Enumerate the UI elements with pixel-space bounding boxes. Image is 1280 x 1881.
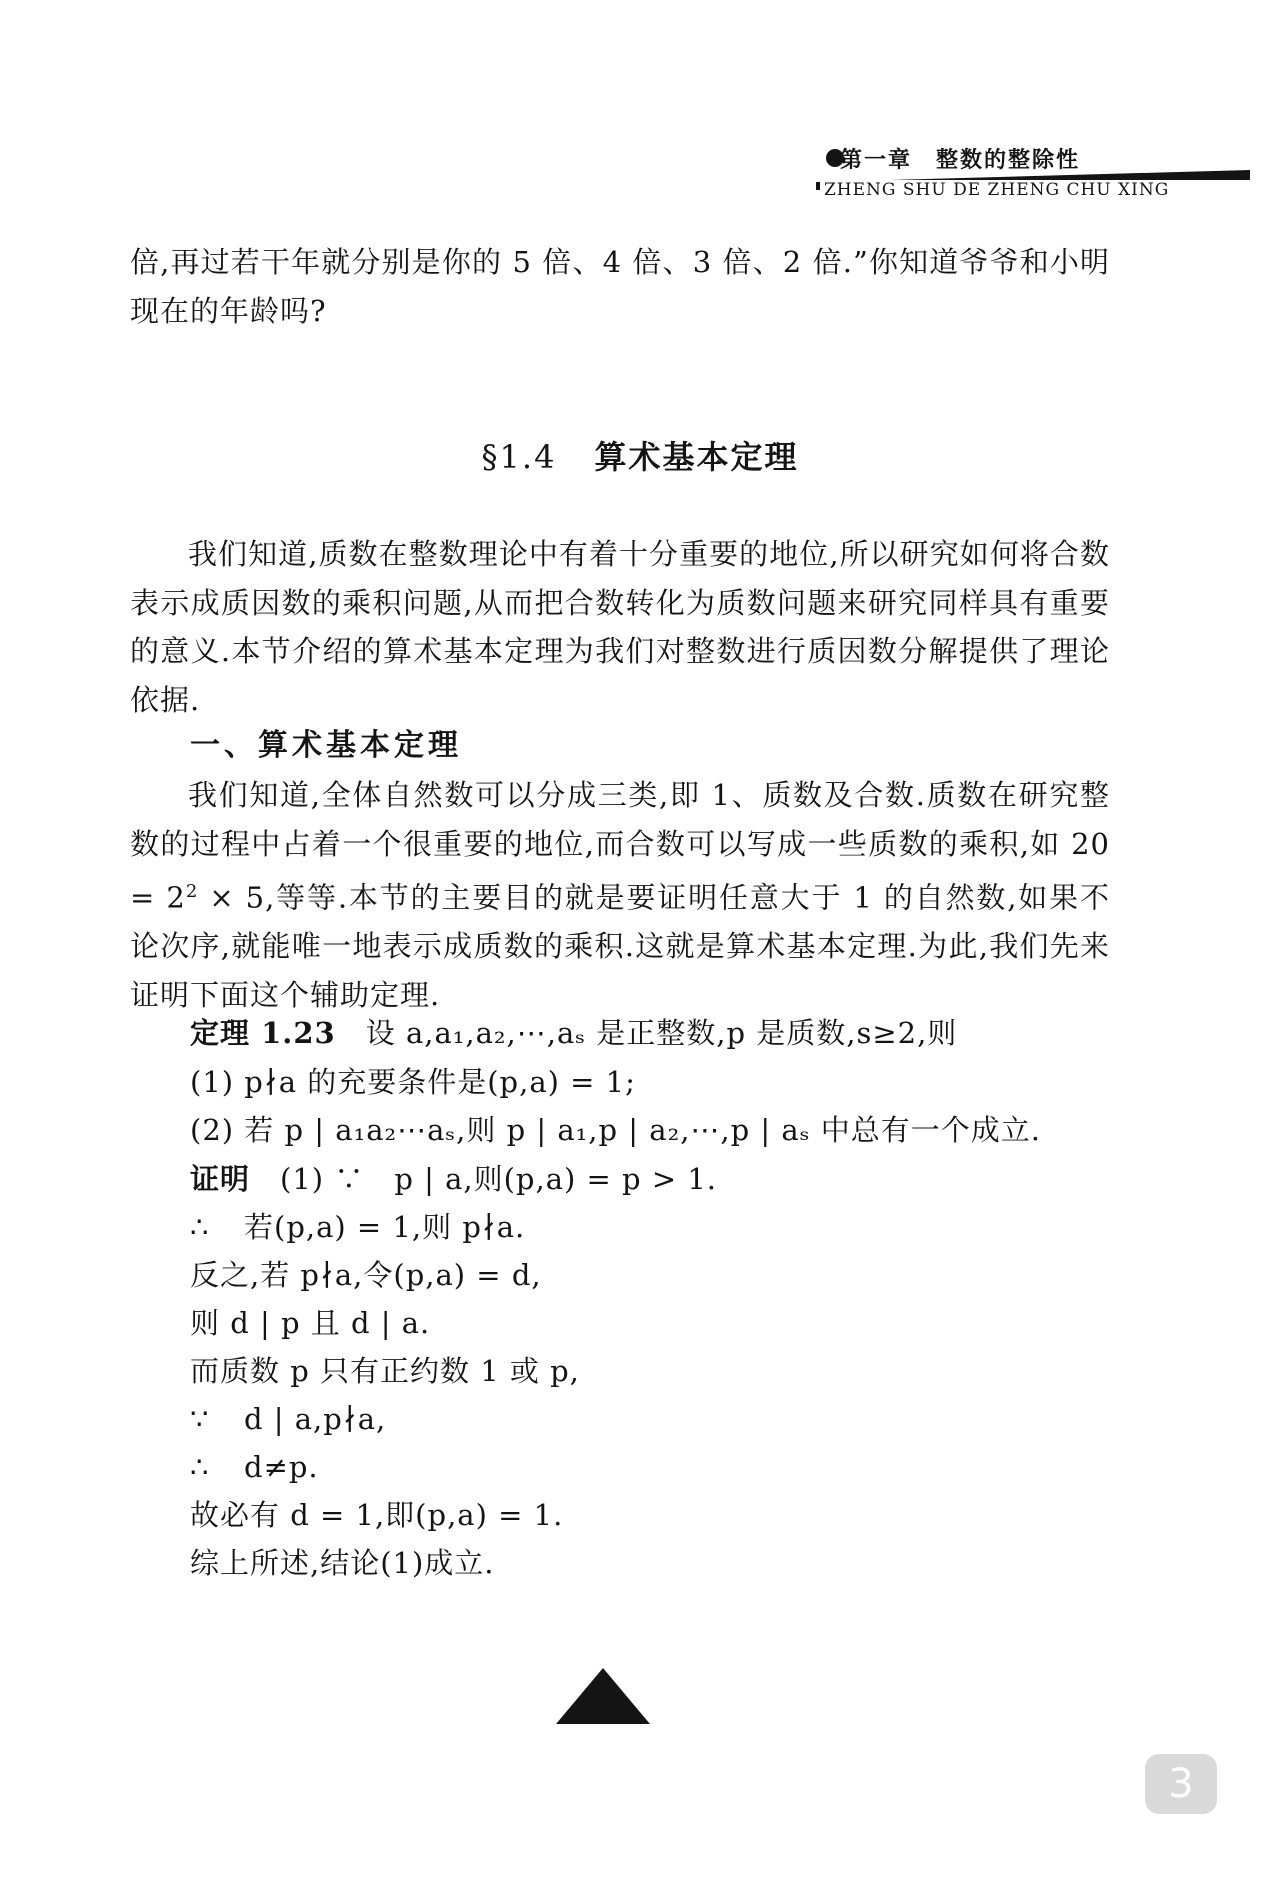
proof-line-9: 综上所述,结论(1)成立.	[190, 1546, 495, 1580]
proof-line-3: 反之,若 p∤a,令(p,a) = d,	[190, 1258, 542, 1292]
proof-text-1: (1) ∵ p | a,则(p,a) = p > 1.	[280, 1162, 718, 1196]
proof-text-2: 若(p,a) = 1,则 p∤a.	[244, 1210, 526, 1244]
page-number-badge: 3	[1145, 1754, 1217, 1814]
triangle-ornament-icon	[556, 1668, 650, 1724]
theorem-label: 定理 1.23	[190, 1016, 336, 1050]
proof-text-7: d≠p.	[244, 1450, 319, 1484]
running-header-pinyin: ZHENG SHU DE ZHENG CHU XING	[820, 180, 1254, 200]
because-symbol: ∵	[190, 1402, 210, 1436]
subsection-heading: 一、算术基本定理	[190, 728, 462, 763]
proof-text-6: d | a,p∤a,	[244, 1402, 387, 1436]
body-text-1: 我们知道,全体自然数可以分成三类,即 1、质数及合数.质数在研究整数的过程中占着一个很重要的地位,而合数可以写成一些质数的乘积,如 20 =	[130, 778, 1110, 915]
therefore-symbol: ∴	[190, 1210, 210, 1244]
proof-line-6	[190, 1397, 1130, 1441]
proof-label: 证明	[190, 1162, 251, 1196]
theorem-item-1: (1) p∤a 的充要条件是(p,a) = 1;	[190, 1065, 636, 1099]
running-header-chapter: 第一章 整数的整除性	[840, 147, 1081, 173]
section-title	[0, 432, 1280, 478]
power-exponent: 2	[185, 881, 199, 902]
section-number: §1.4	[481, 438, 557, 476]
proof-line-2	[190, 1205, 1130, 1249]
body-text-2: × 5,等等.本节的主要目的就是要证明任意大于 1 的自然数,如果不论次序,就能唯一地表示成质数的乘积.这就是算术基本定理.为此,我们先来证明下面这个辅助定理.	[130, 880, 1110, 1012]
continuation-paragraph: 倍,再过若干年就分别是你的 5 倍、4 倍、3 倍、2 倍.”你知道爷爷和小明现在的年龄吗?	[130, 245, 1110, 328]
proof-line-1	[190, 1157, 1130, 1201]
proof-line-7	[190, 1445, 1130, 1489]
section-title-text: 算术基本定理	[594, 438, 799, 476]
therefore-symbol: ∴	[190, 1450, 210, 1484]
proof-line-4: 则 d | p 且 d | a.	[190, 1306, 431, 1340]
theorem-item-2: (2) 若 p | a₁a₂⋯aₛ,则 p | a₁,p | a₂,⋯,p | aₛ 中总有一个成立.	[190, 1113, 1041, 1147]
body-paragraph	[130, 771, 1110, 1019]
intro-paragraph: 我们知道,质数在整数理论中有着十分重要的地位,所以研究如何将合数表示成质因数的乘积问题,从而把合数转化为质数问题来研究同样具有重要的意义.本节介绍的算术基本定理为我们对整数进行质因数分解提供了理论依据.	[130, 537, 1110, 717]
proof-line-8: 故必有 d = 1,即(p,a) = 1.	[190, 1498, 564, 1532]
theorem-line	[190, 1011, 1130, 1055]
theorem-statement: 设 a,a₁,a₂,⋯,aₛ 是正整数,p 是质数,s≥2,则	[365, 1016, 958, 1050]
proof-line-5: 而质数 p 只有正约数 1 或 p,	[190, 1354, 580, 1388]
power-base: 2	[166, 880, 186, 915]
